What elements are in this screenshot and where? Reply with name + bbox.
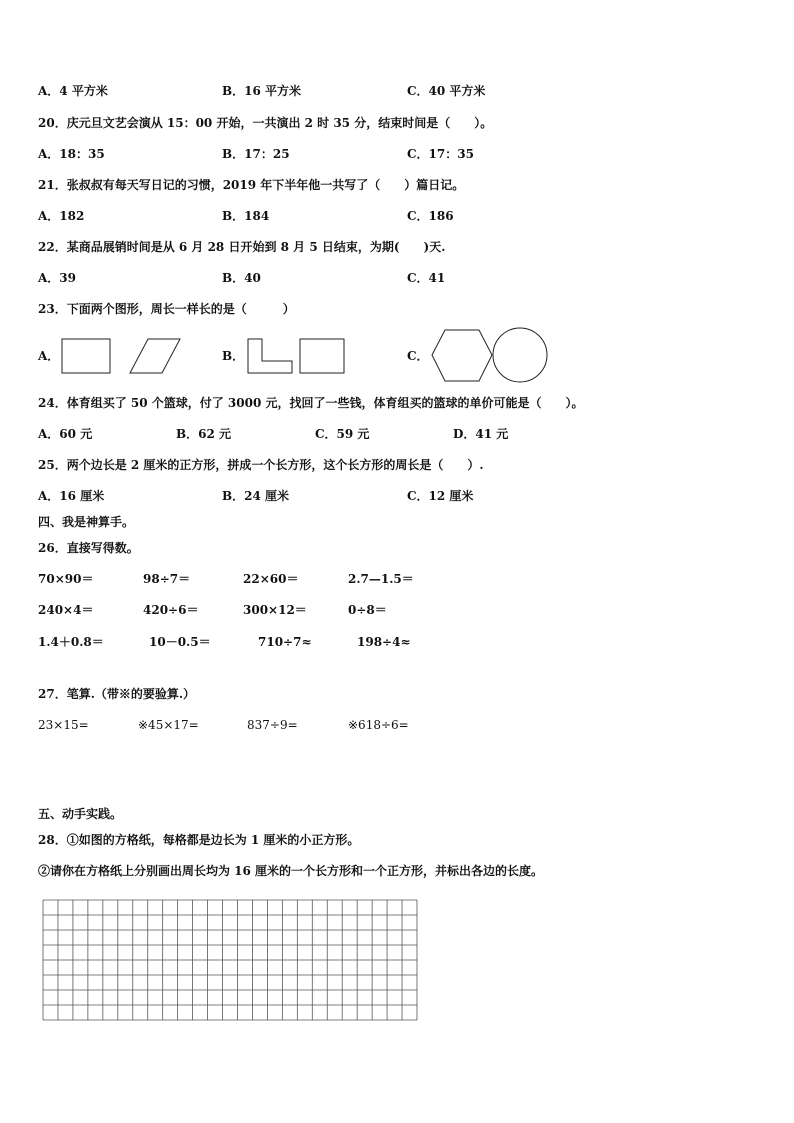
- hexagon-shape: [432, 330, 492, 381]
- q24-stem: 24．体育组买了 50 个篮球，付了 3000 元，找回了一些钱，体育组买的篮球的单价可能是（ ）。: [38, 396, 584, 410]
- section-5-heading: 五、动手实践。: [38, 807, 123, 821]
- q24-option-d: D．41 元: [453, 427, 509, 441]
- q23-option-a-figures: [60, 337, 190, 377]
- q28-line-1: 28．①如图的方格纸，每格都是边长为 1 厘米的小正方形。: [38, 833, 360, 847]
- square-shape: [300, 339, 344, 373]
- q23-option-c-figures: [430, 327, 555, 387]
- q23-option-b: B．: [222, 349, 245, 363]
- q24-option-c: C．59 元: [315, 427, 370, 441]
- q26-item: 10－0.5＝: [149, 635, 211, 649]
- parallelogram-shape: [130, 339, 180, 373]
- q26-item: 420÷6＝: [143, 603, 199, 617]
- circle-shape: [493, 328, 547, 382]
- q20-stem: 20．庆元旦文艺会演从 15：00 开始，一共演出 2 时 35 分，结束时间是（ ）。: [38, 116, 493, 130]
- q23-option-b-figures: [244, 337, 354, 377]
- q25-option-c: C．12 厘米: [407, 489, 474, 503]
- q19-option-a: A．4 平方米: [38, 84, 108, 98]
- q19-option-b: B．16 平方米: [222, 84, 302, 98]
- q26-stem: 26．直接写得数。: [38, 541, 139, 555]
- q25-stem: 25．两个边长是 2 厘米的正方形，拼成一个长方形，这个长方形的周长是（ ）.: [38, 458, 484, 472]
- q23-option-c: C．: [407, 349, 429, 363]
- q21-option-b: B．184: [222, 209, 270, 223]
- q22-option-c: C．41: [407, 271, 446, 285]
- q25-option-b: B．24 厘米: [222, 489, 290, 503]
- q27-item: 23×15=: [38, 718, 89, 732]
- q21-option-a: A．182: [38, 209, 85, 223]
- q26-item: 1.4＋0.8＝: [38, 635, 104, 649]
- q20-option-b: B．17：25: [222, 147, 290, 161]
- q22-option-a: A．39: [38, 271, 77, 285]
- q27-item: ※45×17=: [138, 718, 199, 732]
- section-4-heading: 四、我是神算手。: [38, 515, 135, 529]
- q23-stem: 23．下面两个图形，周长一样长的是（ ）: [38, 302, 295, 316]
- q26-item: 240×4＝: [38, 603, 94, 617]
- q21-stem: 21．张叔叔有每天写日记的习惯，2019 年下半年他一共写了（ ）篇日记。: [38, 178, 465, 192]
- l-shape: [248, 339, 292, 373]
- q20-option-c: C．17：35: [407, 147, 474, 161]
- rectangle-shape: [62, 339, 110, 373]
- q24-option-a: A．60 元: [38, 427, 93, 441]
- q26-item: 70×90＝: [38, 572, 94, 586]
- q26-item: 710÷7≈: [258, 635, 312, 649]
- q19-option-c: C．40 平方米: [407, 84, 486, 98]
- q27-item: 837÷9=: [247, 718, 298, 732]
- q20-option-a: A．18：35: [38, 147, 105, 161]
- q26-item: 2.7—1.5＝: [348, 572, 414, 586]
- q26-item: 98÷7＝: [143, 572, 191, 586]
- q24-option-b: B．62 元: [176, 427, 232, 441]
- q21-option-c: C．186: [407, 209, 454, 223]
- q23-option-a: A．: [38, 349, 60, 363]
- q25-option-a: A．16 厘米: [38, 489, 105, 503]
- q26-item: 0÷8＝: [348, 603, 387, 617]
- q27-item: ※618÷6=: [348, 718, 409, 732]
- q26-item: 300×12＝: [243, 603, 307, 617]
- q26-item: 198÷4≈: [357, 635, 411, 649]
- grid-paper: [42, 899, 418, 1021]
- q28-line-2: ②请你在方格纸上分别画出周长均为 16 厘米的一个长方形和一个正方形，并标出各边的长度。: [38, 864, 544, 878]
- q22-stem: 22．某商品展销时间是从 6 月 28 日开始到 8 月 5 日结束，为期( )天.: [38, 240, 446, 254]
- q22-option-b: B．40: [222, 271, 261, 285]
- q27-stem: 27．笔算.（带※的要验算.）: [38, 687, 196, 701]
- q26-item: 22×60＝: [243, 572, 299, 586]
